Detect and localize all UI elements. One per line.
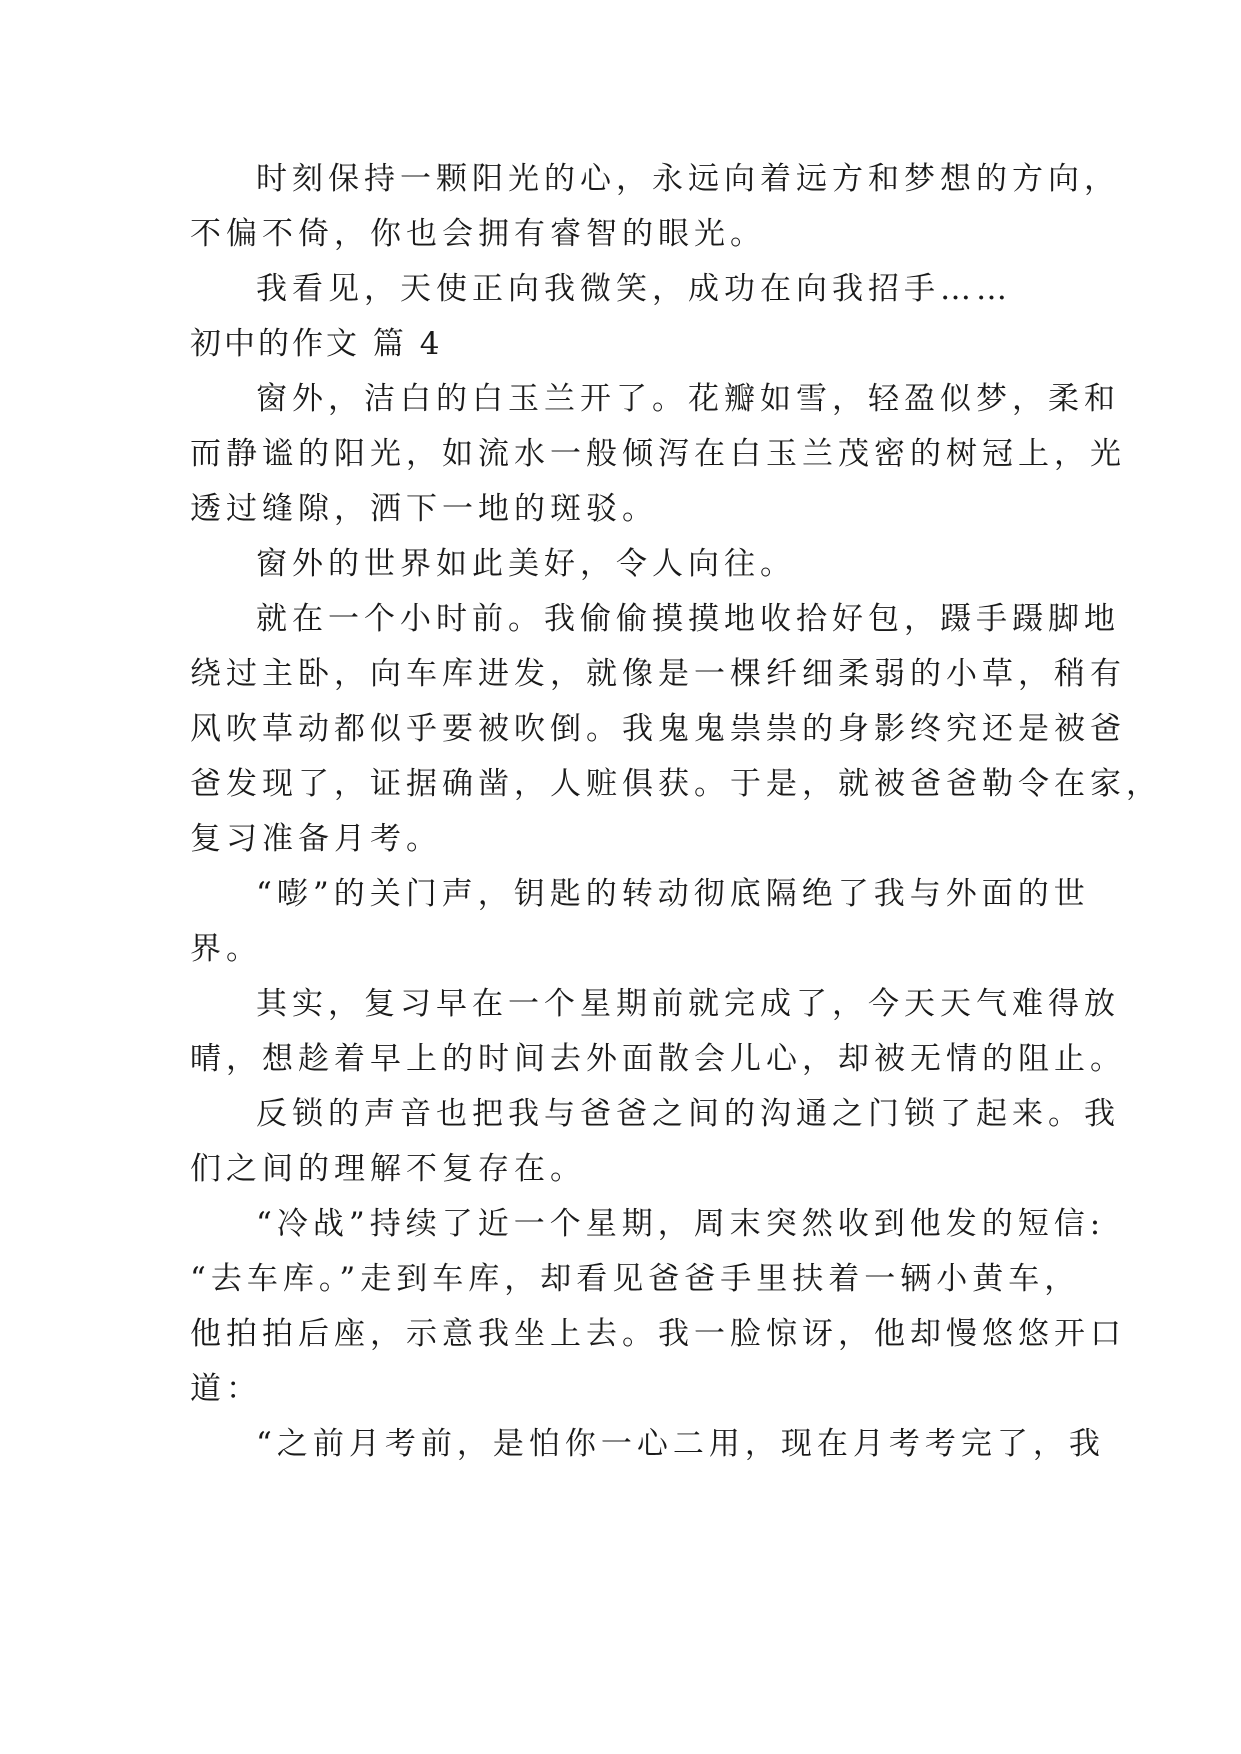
paragraph-line: 风吹草动都似乎要被吹倒。我鬼鬼祟祟的身影终究还是被爸 <box>190 711 1126 747</box>
paragraph-line: 不偏不倚，你也会拥有睿智的眼光。 <box>190 216 766 252</box>
paragraph-line: 窗外，洁白的白玉兰开了。花瓣如雪，轻盈似梦，柔和 <box>256 381 1120 417</box>
paragraph-line: “冷战”持续了近一个星期，周末突然收到他发的短信: <box>256 1206 1106 1242</box>
paragraph-line: 我看见，天使正向我微笑，成功在向我招手…… <box>256 271 1012 307</box>
paragraph-line: 而静谧的阳光，如流水一般倾泻在白玉兰茂密的树冠上，光 <box>190 436 1126 472</box>
paragraph-line: 透过缝隙，洒下一地的斑驳。 <box>190 491 658 527</box>
paragraph-line: “嘭”的关门声，钥匙的转动彻底隔绝了我与外面的世 <box>256 876 1090 912</box>
paragraph-line: 时刻保持一颗阳光的心，永远向着远方和梦想的方向， <box>256 161 1120 197</box>
paragraph-line: 绕过主卧，向车库进发，就像是一棵纤细柔弱的小草，稍有 <box>190 656 1126 692</box>
paragraph-line: 就在一个小时前。我偷偷摸摸地收拾好包，蹑手蹑脚地 <box>256 601 1120 637</box>
paragraph-line: 反锁的声音也把我与爸爸之间的沟通之门锁了起来。我 <box>256 1096 1120 1132</box>
paragraph-line: 其实，复习早在一个星期前就完成了，今天天气难得放 <box>256 986 1120 1022</box>
paragraph-line: 复习准备月考。 <box>190 821 442 857</box>
paragraph-line: “之前月考前，是怕你一心二用，现在月考考完了，我 <box>256 1426 1105 1462</box>
paragraph-line: 们之间的理解不复存在。 <box>190 1151 586 1187</box>
paragraph-line: 界。 <box>190 931 262 967</box>
paragraph-line: 道： <box>190 1371 262 1407</box>
section-heading: 初中的作文 篇 4 <box>190 326 443 362</box>
document-body <box>190 152 1162 1472</box>
paragraph-line: 爸发现了，证据确凿，人赃俱获。于是，就被爸爸勒令在家， <box>190 766 1162 802</box>
paragraph-line: 窗外的世界如此美好，令人向往。 <box>256 546 796 582</box>
paragraph-line: 他拍拍后座，示意我坐上去。我一脸惊讶，他却慢悠悠开口 <box>190 1316 1126 1352</box>
paragraph-line: “去车库。”走到车库，却看见爸爸手里扶着一辆小黄车， <box>190 1261 1081 1297</box>
paragraph-line: 晴，想趁着早上的时间去外面散会儿心，却被无情的阻止。 <box>190 1041 1126 1077</box>
